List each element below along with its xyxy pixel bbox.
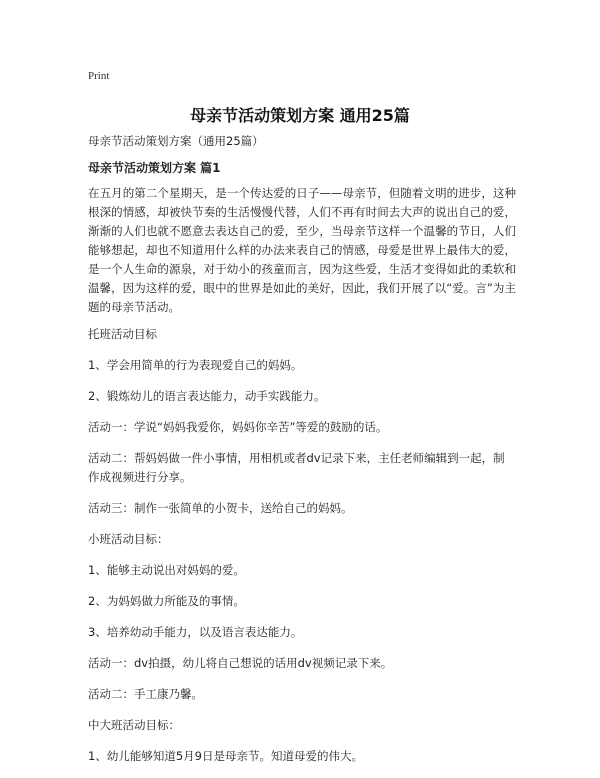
section-heading: 母亲节活动策划方案 篇1 (88, 161, 221, 175)
document-subtitle: 母亲节活动策划方案（通用25篇） (88, 134, 264, 148)
paragraph: 托班活动目标 (88, 327, 157, 341)
intro-paragraph: 在五月的第二个星期天，是一个传达爱的日子——母亲节，但随着文明的进步，这种根深的情感，却被快节奏的生活慢慢代替，人们不再有时间去大声的说出自己的爱，渐渐的人们也就不愿意去表达自己的爱，至少，当母亲节这样一个温馨的节日，人们能够想起，却也不知道用什么样的办法来表自己的情感，母爱是世界上最伟大的爱，是一个人生命的源泉，对于幼小的孩童而言，因为这些爱，生活才变得如此的柔软和温馨，因为这样的爱，眼中的世界是如此的美好，因此，我们开展了以“爱。言”为主题的母亲节活动。 (88, 186, 516, 314)
paragraph: 活动三：制作一张简单的小贺卡，送给自己的妈妈。 (88, 501, 353, 515)
page-title: 母亲节活动策划方案 通用25篇 (190, 106, 410, 125)
paragraph: 2、锻炼幼儿的语言表达能力，动手实践能力。 (88, 389, 326, 403)
paragraph: 3、培养幼动手能力，以及语言表达能力。 (88, 625, 303, 639)
paragraph: 中大班活动目标： (88, 718, 180, 732)
paragraph: 1、幼儿能够知道5月9日是母亲节。知道母爱的伟大。 (88, 749, 363, 763)
paragraph: 1、学会用简单的行为表现爱自己的妈妈。 (88, 358, 303, 372)
document-body (88, 132, 516, 778)
paragraph: 活动一：学说“妈妈我爱你，妈妈你辛苦”等爱的鼓励的话。 (88, 420, 388, 434)
paragraph: 1、能够主动说出对妈妈的爱。 (88, 563, 245, 577)
paragraph: 活动二：帮妈妈做一件小事情，用相机或者dv记录下来，主任老师编辑到一起，制作成视频进行分享。 (88, 451, 505, 484)
paragraph: 小班活动目标： (88, 532, 169, 546)
paragraph: 活动二：手工康乃馨。 (88, 687, 203, 701)
print-label[interactable]: Print (88, 70, 110, 82)
paragraph: 2、为妈妈做力所能及的事情。 (88, 594, 245, 608)
paragraph: 活动一：dv拍摄，幼儿将自己想说的话用dv视频记录下来。 (88, 656, 393, 670)
